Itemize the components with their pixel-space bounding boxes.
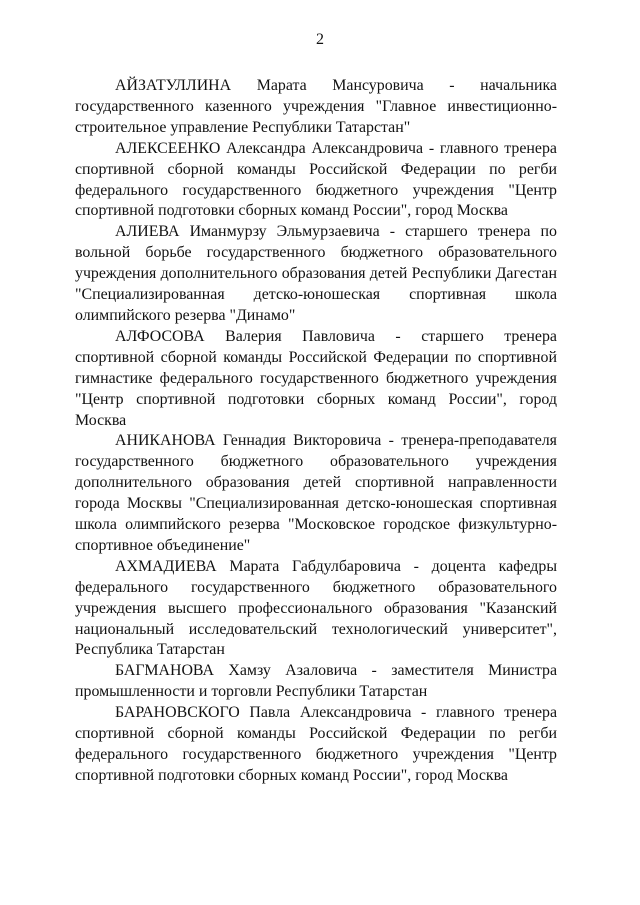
list-entry-baranovskogo: БАРАНОВСКОГО Павла Александровича - главного тренера спортивной сборной команды Российской Федерации по регби федерального государственного бюджетного учреждения "Центр спортивной подготовки сборных команд России", город Москва (75, 704, 557, 784)
list-entry-akhmadieva: АХМАДИЕВА Марата Габдулбаровича - доцента кафедры федерального государственного бюджетного образовательного учреждения высшего профессионального образования "Казанский национальный исследовательский технологический университет", Республика Татарстан (75, 557, 557, 659)
list-entry-aizatullina: АЙЗАТУЛЛИНА Марата Мансуровича - начальника государственного казенного учреждения "Главное инвестиционно-строительное управление Республики Татарстан" (75, 77, 557, 136)
list-entry-bagmanova: БАГМАНОВА Хамзу Азаловича - заместителя Министра промышленности и торговли Республики Татарстан (75, 662, 557, 701)
list-entry-alieva: АЛИЕВА Иманмурзу Эльмурзаевича - старшего тренера по вольной борьбе государственного бюджетного образовательного учреждения дополнительного образования детей Республики Дагестан "Специализированная детско-юношеская спортивная школа олимпийского резерва "Динамо" (75, 223, 557, 324)
list-entry-alekseenko: АЛЕКСЕЕНКО Александра Александровича - главного тренера спортивной сборной команды Российской Федерации по регби федерального государственного бюджетного учреждения "Центр спортивной подготовки сборных команд России", город Москва (75, 139, 557, 220)
award-list (75, 76, 557, 787)
list-entry-alfosova: АЛФОСОВА Валерия Павловича - старшего тренера спортивной сборной команды Российской Федерации по спортивной гимнастике федерального государственного бюджетного учреждения "Центр спортивной подготовки сборных команд России", город Москва (75, 327, 557, 429)
page-number: 2 (316, 31, 324, 48)
list-entry-anikanova: АНИКАНОВА Геннадия Викторовича - тренера-преподавателя государственного бюджетного образовательного учреждения дополнительного образования детей спортивной направленности города Москвы "Специализированная детско-юношеская спортивная школа олимпийского резерва "Московское городское физкультурно-спортивное объединение" (75, 432, 557, 554)
